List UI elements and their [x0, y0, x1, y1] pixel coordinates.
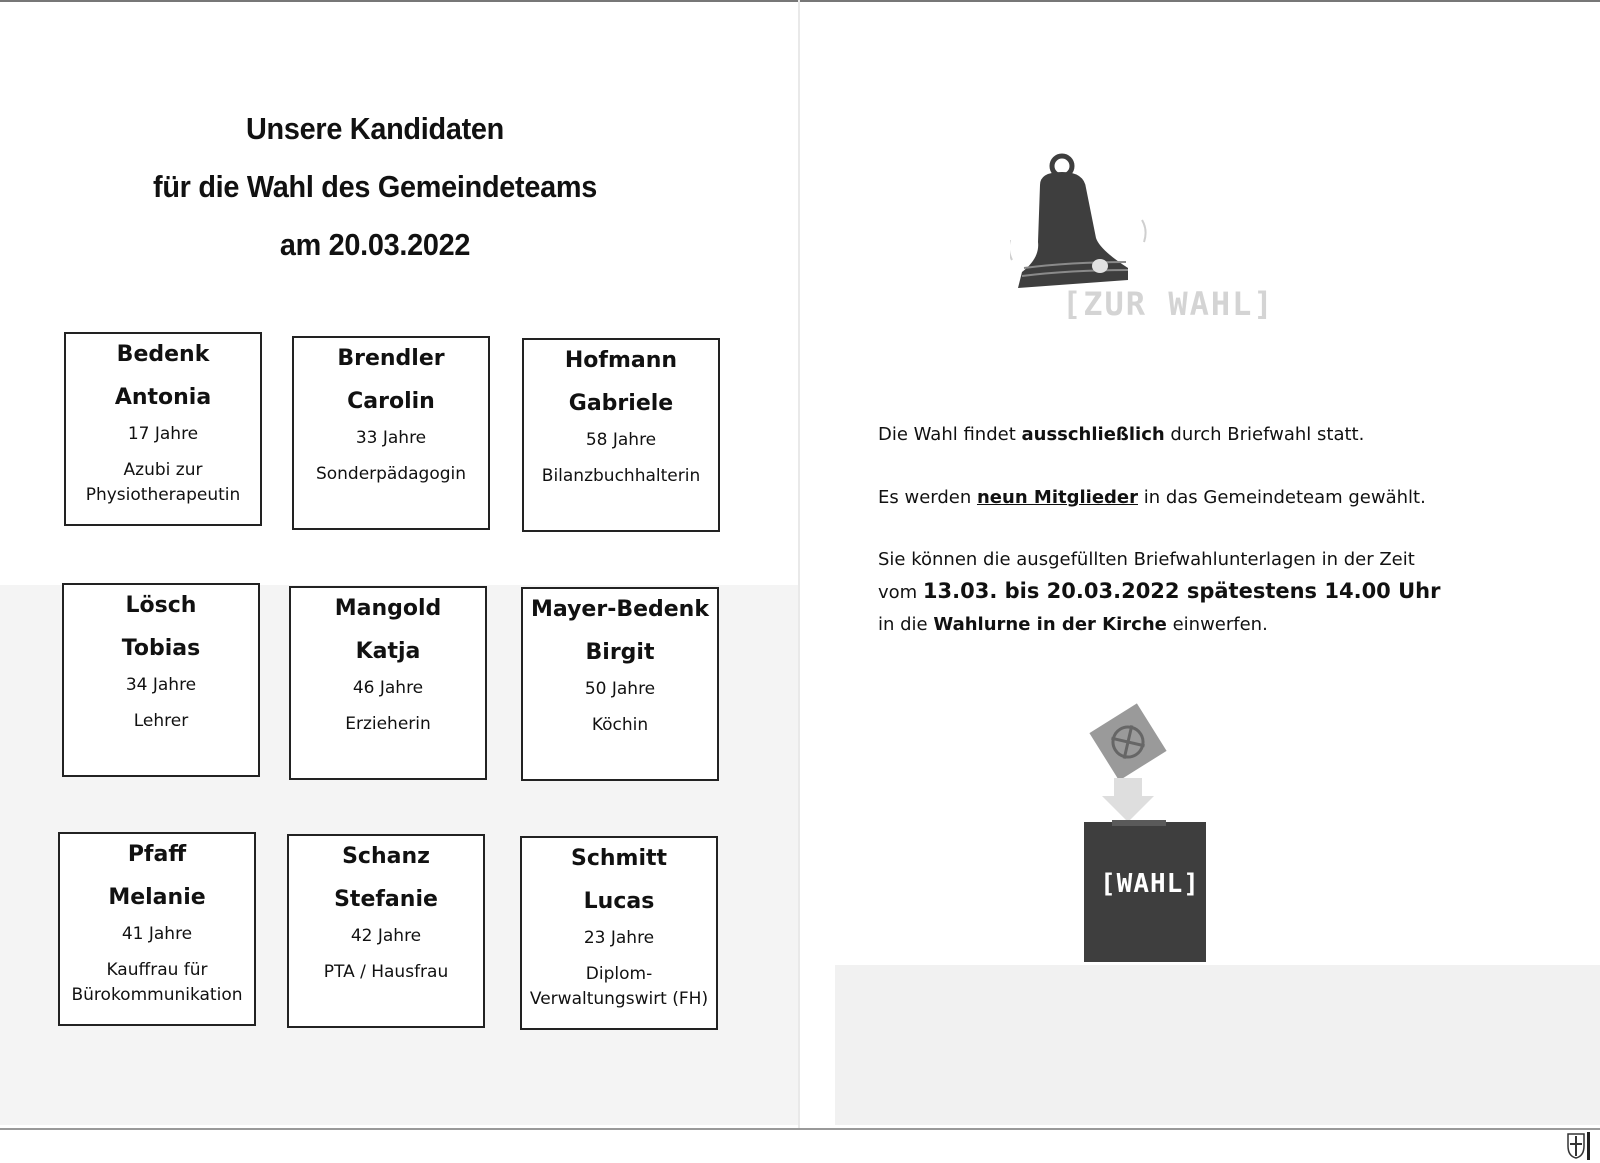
candidate-age: 46 Jahre — [352, 678, 424, 698]
page-top-edge — [0, 0, 1600, 2]
candidate-first-name: Katja — [355, 639, 421, 664]
info-text: Die Wahl findet — [878, 424, 1022, 445]
info-paragraph-1 — [878, 424, 1364, 445]
candidate-card — [289, 586, 487, 780]
candidate-card — [292, 336, 490, 530]
title-line-1: Unsere Kandidaten — [245, 111, 504, 146]
candidate-age: 42 Jahre — [350, 926, 422, 946]
candidate-last-name: Lösch — [125, 593, 197, 618]
info-text: Es werden — [878, 487, 977, 508]
candidate-first-name: Carolin — [347, 389, 435, 414]
candidate-age: 23 Jahre — [583, 928, 655, 948]
info-text: in das Gemeindeteam gewählt. — [1138, 487, 1426, 508]
candidate-occupation: Sonderpädagogin — [315, 464, 467, 484]
candidate-first-name: Gabriele — [568, 391, 674, 416]
info-paragraph-3-line-3 — [878, 614, 1268, 635]
candidate-occupation: Lehrer — [133, 711, 189, 731]
candidate-first-name: Lucas — [583, 889, 655, 914]
wahl-label: [WAHL] — [1100, 869, 1200, 899]
candidate-occupation: Erzieherin — [345, 714, 431, 734]
candidate-card — [520, 836, 718, 1030]
candidate-occupation: Köchin — [591, 715, 649, 735]
candidate-first-name: Stefanie — [334, 887, 438, 912]
candidate-first-name: Tobias — [121, 636, 201, 661]
page-title — [60, 100, 690, 274]
candidate-age: 33 Jahre — [355, 428, 427, 448]
candidate-age: 41 Jahre — [121, 924, 193, 944]
candidate-occupation: Bilanzbuchhalterin — [541, 466, 701, 486]
candidate-age: 34 Jahre — [125, 675, 197, 695]
candidate-last-name: Schanz — [342, 844, 430, 869]
info-bold-text: Wahlurne in der Kirche — [933, 614, 1167, 635]
zur-wahl-label: [ZUR WAHL] — [1062, 285, 1275, 323]
candidate-age: 17 Jahre — [127, 424, 199, 444]
candidate-last-name: Pfaff — [127, 842, 187, 867]
candidate-age: 58 Jahre — [585, 430, 657, 450]
ballot-box-icon — [1080, 700, 1220, 970]
candidate-occupation: Diplom-Verwaltungswirt (FH) — [529, 964, 709, 1009]
candidate-card — [521, 587, 719, 781]
candidate-occupation: Kauffrau für Bürokommunikation — [71, 960, 243, 1005]
candidate-occupation: PTA / Hausfrau — [323, 962, 449, 982]
info-text: Sie können die ausgefüllten Briefwahlunterlagen in der Zeit — [878, 549, 1415, 570]
candidate-first-name: Birgit — [585, 640, 655, 665]
candidate-first-name: Antonia — [114, 385, 212, 410]
info-paragraph-3-line-2 — [878, 579, 1440, 603]
candidate-card — [287, 834, 485, 1028]
coat-of-arms-icon — [1566, 1132, 1590, 1160]
info-text: einwerfen. — [1166, 614, 1268, 635]
candidate-occupation: Azubi zur Physiotherapeutin — [85, 460, 241, 505]
page-fold — [798, 0, 800, 1130]
info-bold-text: ausschließlich — [1021, 424, 1165, 445]
candidate-card — [522, 338, 720, 532]
candidate-card — [58, 832, 256, 1026]
candidate-last-name: Mangold — [334, 596, 442, 621]
info-paragraph-3-line-1 — [878, 549, 1415, 570]
info-text: vom — [878, 582, 923, 603]
info-text: in die — [878, 614, 934, 635]
candidate-age: 50 Jahre — [584, 679, 656, 699]
scan-shading-right — [835, 965, 1600, 1125]
title-line-3: am 20.03.2022 — [279, 227, 471, 262]
info-text: durch Briefwahl statt. — [1164, 424, 1365, 445]
candidate-card — [62, 583, 260, 777]
info-underlined-text: neun Mitglieder — [976, 487, 1138, 508]
info-date-time: 13.03. bis 20.03.2022 spätestens 14.00 Uhr — [922, 579, 1441, 603]
candidate-first-name: Melanie — [108, 885, 206, 910]
candidate-last-name: Mayer-Bedenk — [531, 597, 709, 622]
bell-icon — [1010, 150, 1170, 300]
page-bottom-edge — [0, 1128, 1600, 1130]
candidate-last-name: Bedenk — [116, 342, 210, 367]
candidate-last-name: Brendler — [337, 346, 445, 371]
info-paragraph-2 — [878, 487, 1426, 508]
candidate-last-name: Schmitt — [570, 846, 668, 871]
title-line-2: für die Wahl des Gemeindeteams — [153, 169, 597, 204]
candidate-card — [64, 332, 262, 526]
candidate-last-name: Hofmann — [564, 348, 678, 373]
